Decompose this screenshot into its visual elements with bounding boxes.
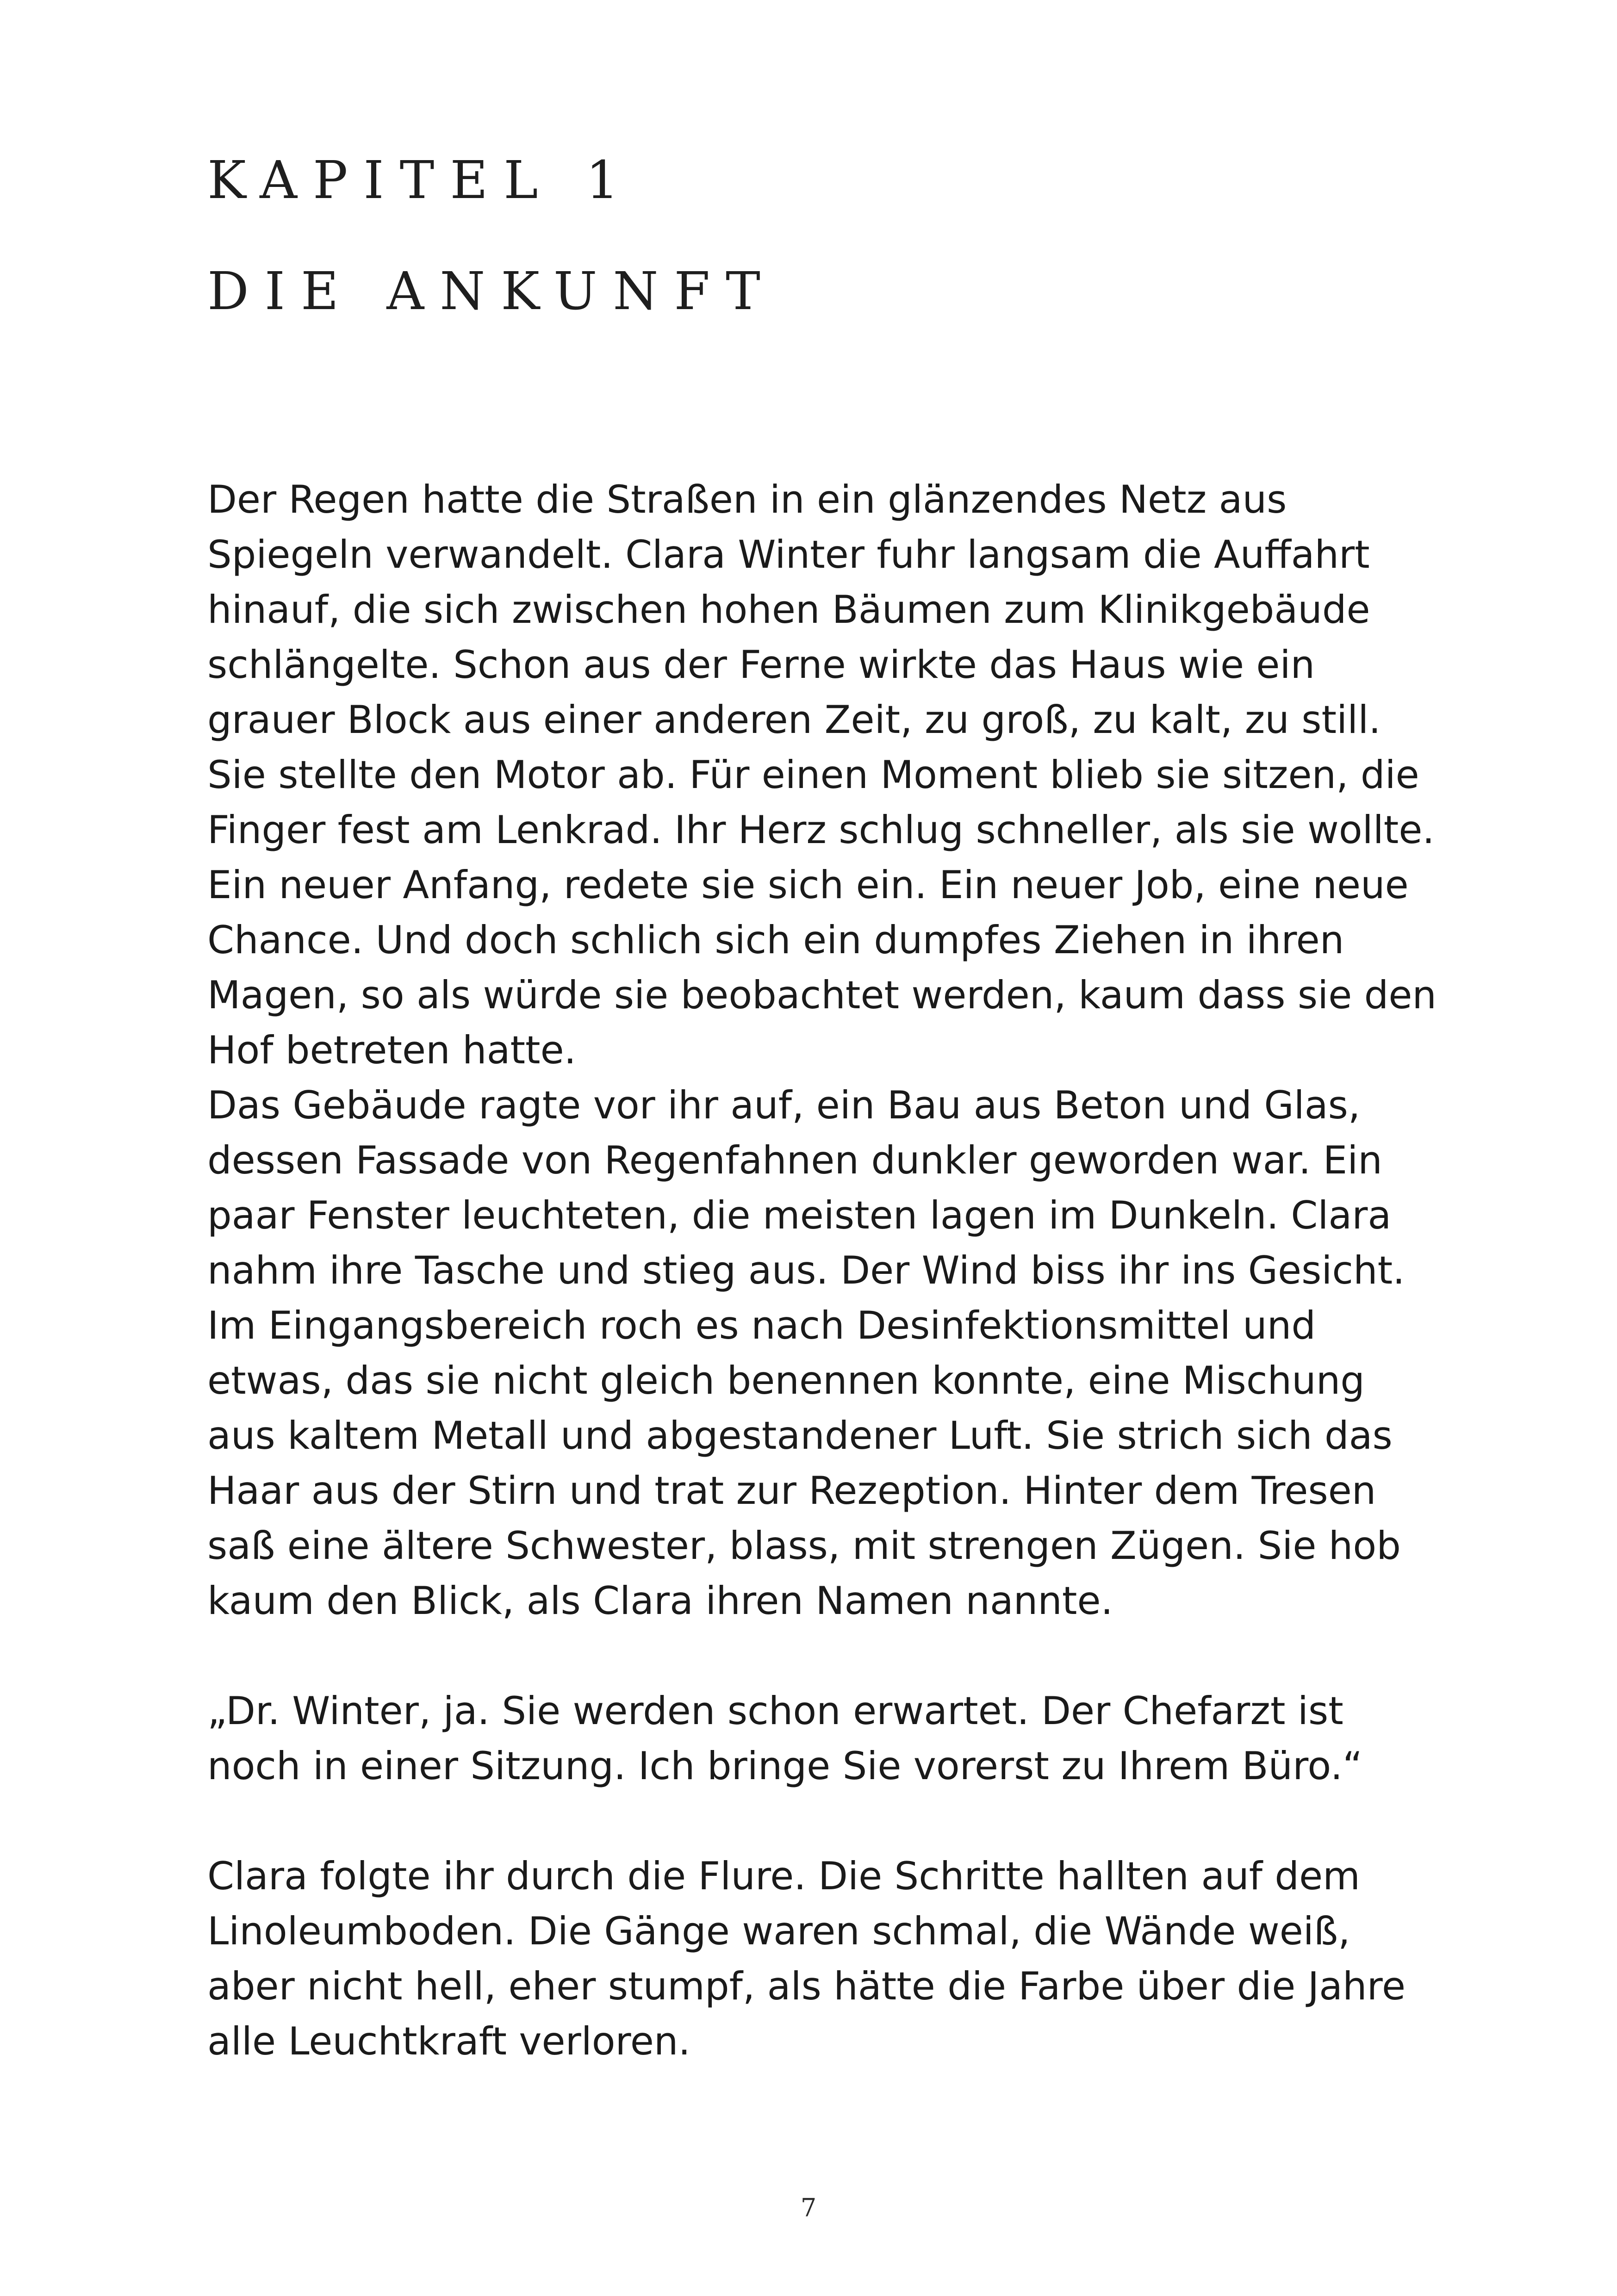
chapter-label: KAPITEL 1 bbox=[207, 150, 635, 211]
dialogue-paragraph: „Dr. Winter, ja. Sie werden schon erwartet. Der Chefarzt ist noch in einer Sitzung. Ich bringe Sie vorerst zu Ihrem Büro.“ bbox=[207, 1688, 1363, 1788]
body-text bbox=[207, 472, 1438, 2069]
page-number: 7 bbox=[800, 2193, 817, 2222]
paragraph: Clara folgte ihr durch die Flure. Die Schritte hallten auf dem Linoleumboden. Die Gänge waren schmal, die Wände weiß, aber nicht hell, eher stumpf, als hätte die Farbe über die Jahre alle Leuchtkraft verloren. bbox=[207, 1854, 1406, 2064]
paragraph: Das Gebäude ragte vor ihr auf, ein Bau aus Beton und Glas, dessen Fassade von Regenfahnen dunkler geworden war. Ein paar Fenster leuchteten, die meisten lagen im Dunkeln. Clara nahm ihre Tasche und stieg aus. Der Wind biss ihr ins Gesicht. Im Eingangsbereich roch es nach Desinfektionsmittel und etwas, das sie nicht gleich benennen konnte, eine Mischung aus kaltem Metall und abgestandener Luft. Sie strich sich das Haar aus der Stirn und trat zur Rezeption. Hinter dem Tresen saß eine ältere Schwester, blass, mit strengen Zügen. Sie hob kaum den Blick, als Clara ihren Namen nannte. bbox=[207, 1083, 1405, 1623]
chapter-title: DIE ANKUNFT bbox=[207, 261, 776, 322]
paragraph: Der Regen hatte die Straßen in ein glänzendes Netz aus Spiegeln verwandelt. Clara Winter fuhr langsam die Auffahrt hinauf, die sich zwischen hohen Bäumen zum Klinikgebäude schlängelte. Schon aus der Ferne wirkte das Haus wie ein grauer Block aus einer anderen Zeit, zu groß, zu kalt, zu still. Sie stellte den Motor ab. Für einen Moment blieb sie sitzen, die Finger fest am Lenkrad. Ihr Herz schlug schneller, als sie wollte. Ein neuer Anfang, redete sie sich ein. Ein neuer Job, eine neue Chance. Und doch schlich sich ein dumpfes Ziehen in ihren Magen, so als würde sie beobachtet werden, kaum dass sie den Hof betreten hatte. bbox=[207, 477, 1437, 1073]
chapter-heading bbox=[207, 125, 1457, 347]
